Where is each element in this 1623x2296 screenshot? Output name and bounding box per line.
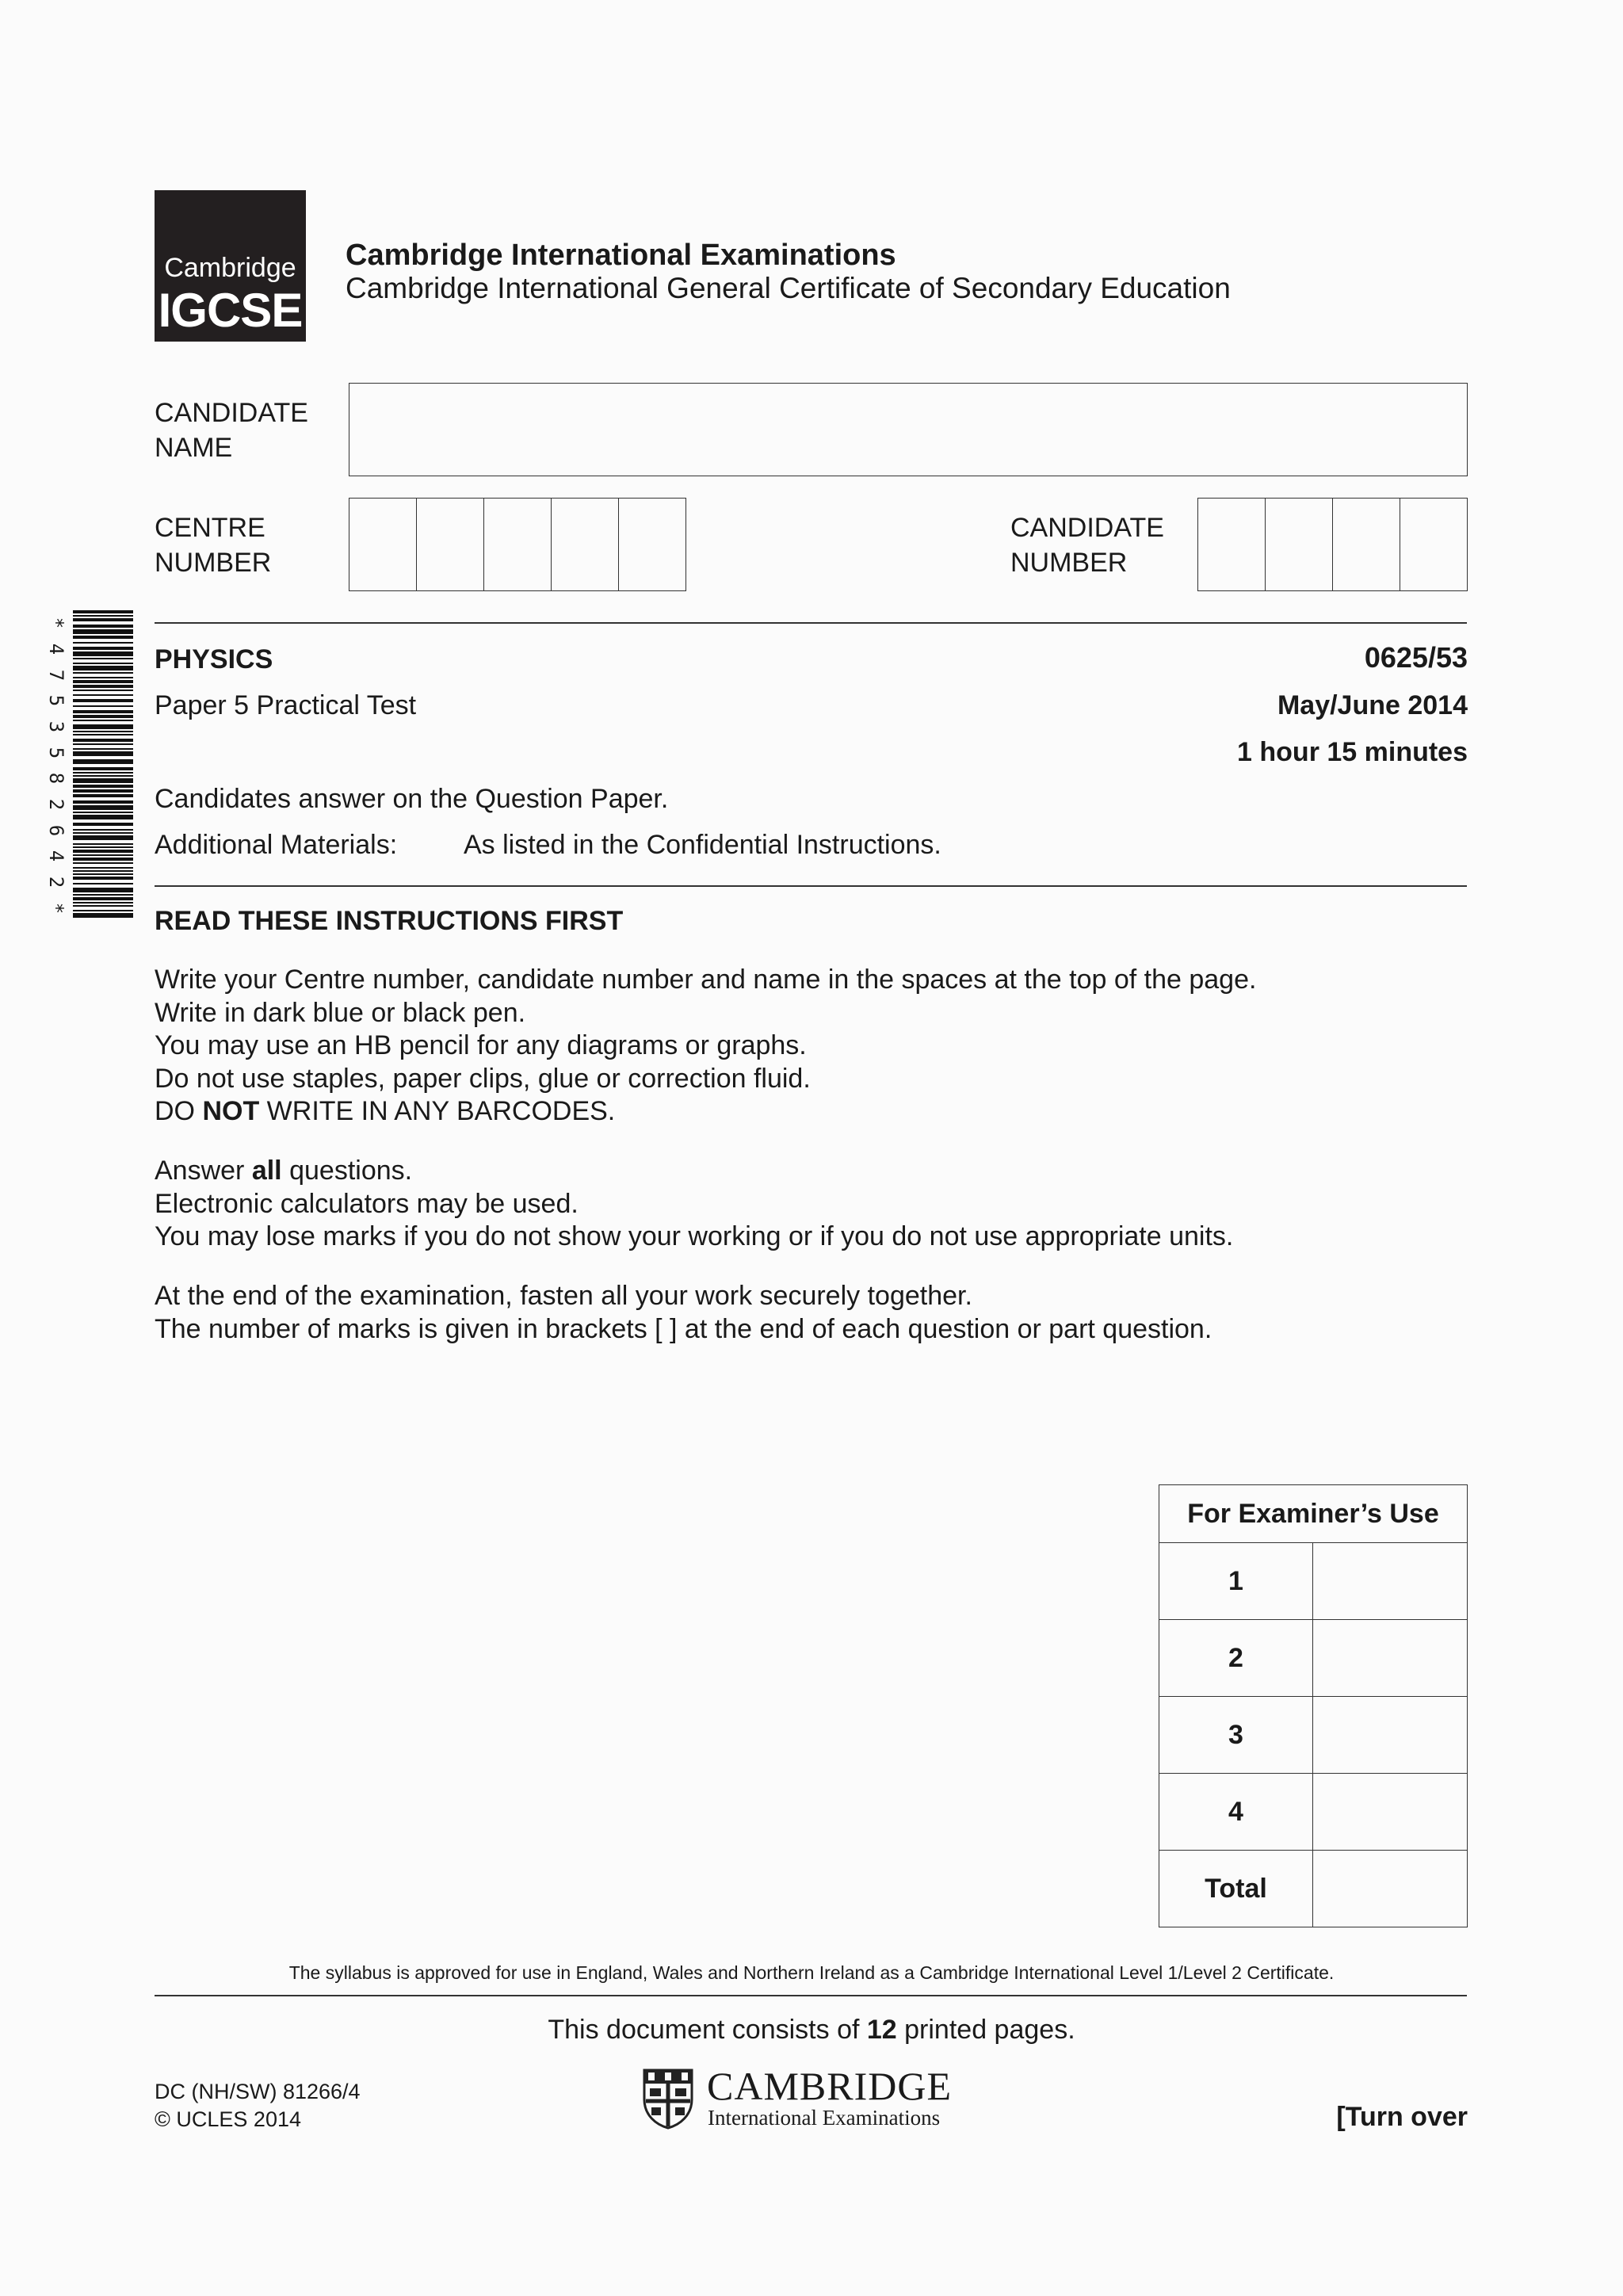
answer-note: Candidates answer on the Question Paper.: [155, 784, 669, 814]
materials-label: Additional Materials:: [155, 830, 398, 860]
mark-cell[interactable]: [1313, 1543, 1468, 1620]
candidate-number-label: CANDIDATE NUMBER: [1010, 513, 1164, 578]
mark-cell[interactable]: [1313, 1620, 1468, 1697]
table-row: [1159, 1774, 1468, 1851]
barcode-digit: 6: [45, 824, 67, 836]
table-row: [1159, 1697, 1468, 1774]
candidate-name-box[interactable]: [349, 383, 1468, 476]
examiner-use-table: [1159, 1484, 1468, 1927]
candidate-number-boxes: [1197, 498, 1468, 591]
turn-over-label: [Turn over: [1336, 2102, 1468, 2132]
question-number: 1: [1159, 1543, 1313, 1620]
reference-code: DC (NH/SW) 81266/4: [155, 2080, 361, 2103]
centre-number-label: CENTRE NUMBER: [155, 513, 272, 578]
centre-number-cell[interactable]: [349, 499, 417, 590]
instructions-block-1: Write your Centre number, candidate number and name in the spaces at the top of the page. Write in dark blue or black pen. You may use an HB pencil for any diagrams or graphs. Do not use staples, paper clips, glue or correction fluid. DO NOT WRITE IN ANY BARCODES.: [155, 965, 1257, 1126]
instructions-heading: READ THESE INSTRUCTIONS FIRST: [155, 906, 624, 936]
barcode-digits: [45, 610, 67, 921]
total-label: Total: [1159, 1851, 1313, 1927]
barcode-digit: *: [45, 617, 67, 629]
barcode-digit: 5: [45, 747, 67, 758]
exam-session: May/June 2014: [1277, 690, 1468, 720]
barcode-digit: 7: [45, 669, 67, 681]
cambridge-wordmark: CAMBRIDGE: [707, 2064, 953, 2108]
syllabus-note: The syllabus is approved for use in England, Wales and Northern Ireland as a Cambridge International Level 1/Level 2 Certificate.: [288, 1962, 1335, 1983]
barcode-digit: 4: [45, 643, 67, 655]
question-number: 2: [1159, 1620, 1313, 1697]
logo-igcse-text: IGCSE: [158, 284, 303, 337]
cambridge-igcse-logo: [155, 190, 306, 342]
examiner-table-heading: For Examiner’s Use: [1159, 1485, 1468, 1543]
instructions-block-2: Answer all questions. Electronic calculators may be used. You may lose marks if you do not show your working or if you do not use appropriate units.: [155, 1156, 1234, 1251]
barcode-digit: 4: [45, 850, 67, 862]
centre-number-cell[interactable]: [484, 499, 552, 590]
mark-cell[interactable]: [1313, 1697, 1468, 1774]
table-row: [1159, 1543, 1468, 1620]
question-number: 3: [1159, 1697, 1313, 1774]
divider: [155, 622, 1467, 624]
candidate-name-label: CANDIDATE NAME: [155, 398, 308, 463]
total-mark-cell[interactable]: [1313, 1851, 1468, 1927]
barcode-digit: 3: [45, 720, 67, 733]
page-count: This document consists of 12 printed pages.: [548, 2015, 1075, 2045]
divider: [155, 1995, 1467, 1996]
centre-number-boxes: [349, 498, 686, 591]
barcode-digit: 2: [45, 876, 67, 888]
paper-code: 0625/53: [1364, 641, 1468, 674]
table-row: [1159, 1851, 1468, 1927]
exam-board-title: Cambridge International Examinations: [346, 239, 896, 272]
barcode-digit: 5: [45, 695, 67, 707]
cambridge-subtitle: International Examinations: [708, 2106, 941, 2130]
exam-duration: 1 hour 15 minutes: [1237, 737, 1468, 767]
table-row: [1159, 1620, 1468, 1697]
candidate-number-cell[interactable]: [1198, 499, 1266, 590]
paper-title: Paper 5 Practical Test: [155, 690, 417, 720]
centre-number-cell[interactable]: [619, 499, 685, 590]
barcode-digit: *: [45, 902, 67, 914]
candidate-number-cell[interactable]: [1400, 499, 1467, 590]
candidate-number-cell[interactable]: [1333, 499, 1400, 590]
subject-title: PHYSICS: [155, 644, 273, 674]
logo-cambridge-text: Cambridge: [164, 253, 296, 283]
copyright: © UCLES 2014: [155, 2107, 301, 2131]
materials-value: As listed in the Confidential Instructions.: [464, 830, 941, 860]
centre-number-cell[interactable]: [552, 499, 619, 590]
barcode-digit: 2: [45, 798, 67, 811]
mark-cell[interactable]: [1313, 1774, 1468, 1851]
document-reference: [155, 2078, 361, 2134]
qualification-title: Cambridge International General Certificate of Secondary Education: [346, 272, 1231, 304]
question-number: 4: [1159, 1774, 1313, 1851]
barcode-digit: 8: [45, 773, 67, 785]
centre-number-cell[interactable]: [417, 499, 484, 590]
candidate-number-cell[interactable]: [1266, 499, 1333, 590]
instructions-block-3: At the end of the examination, fasten all your work securely together. The number of marks is given in brackets [ ] at the end of each question or part question.: [155, 1281, 1212, 1344]
cambridge-shield-icon: [642, 2068, 694, 2130]
divider: [155, 885, 1467, 887]
